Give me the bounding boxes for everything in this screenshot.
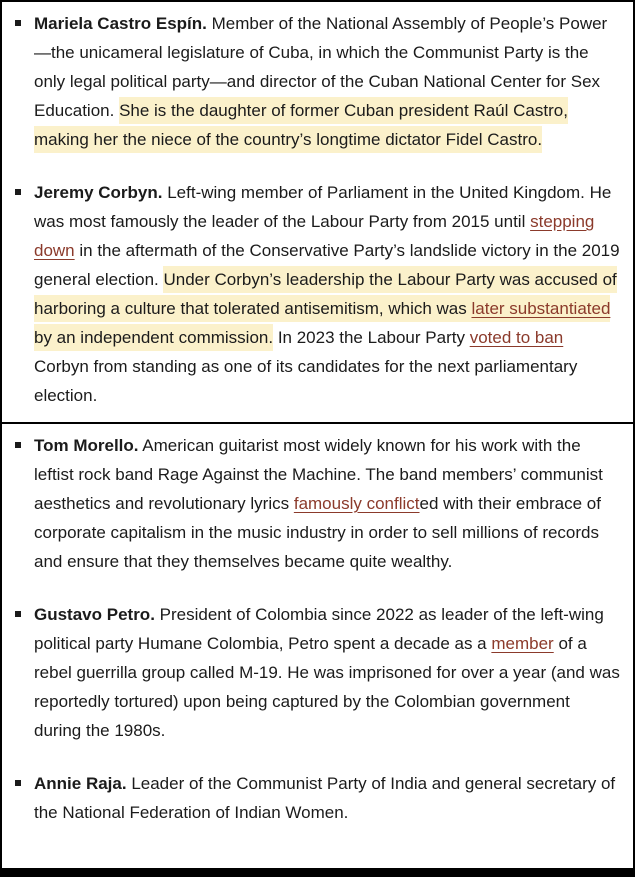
entry-name: Annie Raja.: [34, 774, 127, 793]
list-item: [34, 9, 621, 154]
entry-list: [14, 9, 621, 410]
text-segment: American guitarist most widely known for his work with the leftist rock band Rage Against the Machine. The band members’ communist aesthetics and revolutionary lyrics: [34, 436, 603, 513]
text-segment: Leader of the Communist Party of India and general secretary of the National Federation of Indian Women.: [34, 774, 616, 822]
list-item: [34, 769, 621, 827]
text-segment: President of Colombia since 2022 as leader of the left-wing political party Humane Colombia, Petro spent a decade as a: [34, 605, 604, 653]
entries-box-top: [0, 0, 635, 424]
list-item: [34, 431, 621, 576]
inline-link[interactable]: member: [491, 634, 554, 653]
entry-list: [14, 431, 621, 827]
text-segment: Under Corbyn’s leadership the Labour Party was accused of harboring a culture that tolerated antisemitism, which was: [34, 266, 617, 322]
text-segment: of a rebel guerrilla group called M-19. He was imprisoned for over a year (and was reportedly tortured) upon being captured by the Colombian government during the 1980s.: [34, 634, 620, 740]
text-segment: in the aftermath of the Conservative Party’s landslide victory in the 2019 general election.: [34, 241, 620, 289]
entries-box-bottom: [0, 424, 635, 877]
text-segment: Member of the National Assembly of People’s Power—the unicameral legislature of Cuba, in which the Communist Party is the only legal political party—and director of the Cuban National Center for Sex Education.: [34, 14, 608, 120]
inline-link[interactable]: stepping down: [34, 212, 595, 260]
entry-name: Gustavo Petro.: [34, 605, 155, 624]
bottom-border-bar: [0, 868, 635, 877]
text-segment: In 2023 the Labour Party: [273, 328, 470, 347]
inline-link[interactable]: later substantiated: [471, 295, 610, 322]
inline-link[interactable]: voted to ban: [469, 328, 564, 347]
entry-name: Jeremy Corbyn.: [34, 183, 163, 202]
list-item: [34, 600, 621, 745]
entry-name: Tom Morello.: [34, 436, 139, 455]
text-segment: She is the daughter of former Cuban president Raúl Castro, making her the niece of the country’s longtime dictator Fidel Castro.: [34, 97, 568, 153]
text-segment: ed with their embrace of corporate capitalism in the music industry in order to sell millions of records and ensure that they themselves became quite wealthy.: [34, 494, 601, 571]
text-segment: Left-wing member of Parliament in the United Kingdom. He was most famously the leader of the Labour Party from 2015 until: [34, 183, 612, 231]
entry-name: Mariela Castro Espín.: [34, 14, 207, 33]
inline-link[interactable]: famously conflict: [293, 494, 420, 513]
text-segment: by an independent commission.: [34, 324, 273, 351]
text-segment: Corbyn from standing as one of its candidates for the next parliamentary election.: [34, 357, 578, 405]
list-item: [34, 178, 621, 410]
